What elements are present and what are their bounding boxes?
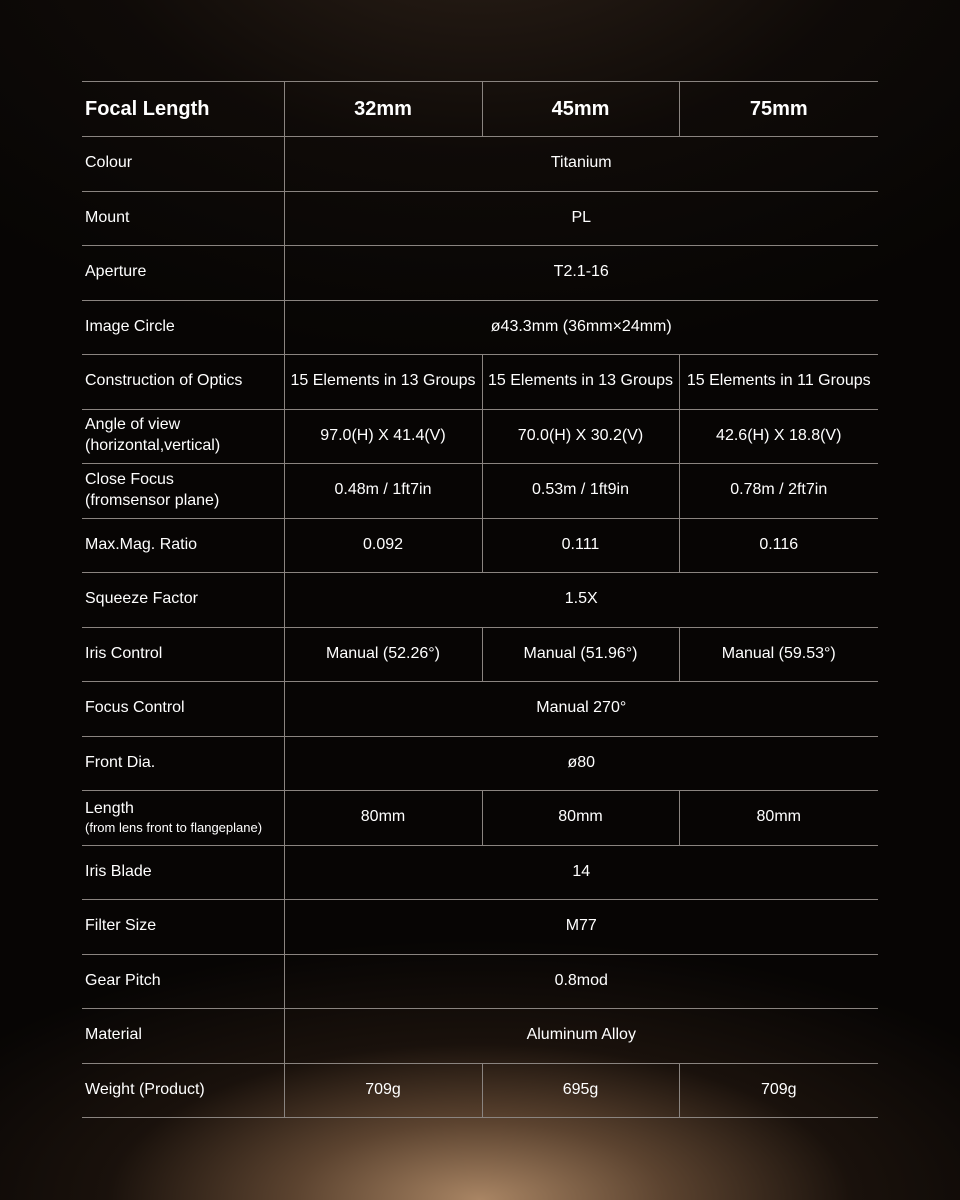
row-value-75mm: 0.116 [679, 518, 878, 573]
row-value-32mm: 709g [284, 1063, 482, 1118]
row-sublabel: (from lens front to flangeplane) [85, 819, 263, 835]
row-label: Weight (Product) [82, 1063, 284, 1118]
row-label-line2: (horizontal,vertical) [85, 437, 221, 455]
table-row [82, 409, 878, 464]
row-value: PL [284, 191, 878, 246]
row-value: ø43.3mm (36mm×24mm) [284, 300, 878, 355]
row-value-45mm: 15 Elements in 13 Groups [482, 355, 679, 410]
table-row [82, 300, 878, 355]
row-label-line2: (fromsensor plane) [85, 491, 220, 509]
row-value: 0.8mod [284, 954, 878, 1009]
row-label [82, 464, 284, 519]
table-row [82, 845, 878, 900]
row-label: Filter Size [82, 900, 284, 955]
row-value-32mm: Manual (52.26°) [284, 627, 482, 682]
row-value-75mm: 42.6(H) X 18.8(V) [679, 409, 878, 464]
row-value-45mm: Manual (51.96°) [482, 627, 679, 682]
column-header-75mm: 75mm [679, 82, 878, 137]
row-label: Colour [82, 137, 284, 192]
table-row [82, 1009, 878, 1064]
header-row [82, 82, 878, 137]
row-label [82, 409, 284, 464]
row-value-32mm: 15 Elements in 13 Groups [284, 355, 482, 410]
row-value-32mm: 80mm [284, 791, 482, 846]
row-value-75mm: Manual (59.53°) [679, 627, 878, 682]
row-value: M77 [284, 900, 878, 955]
row-value: T2.1-16 [284, 246, 878, 301]
row-value: Aluminum Alloy [284, 1009, 878, 1064]
table-row [82, 137, 878, 192]
row-value: Manual 270° [284, 682, 878, 737]
row-label-line1: Length [85, 799, 134, 817]
table-row [82, 1063, 878, 1118]
column-header-32mm: 32mm [284, 82, 482, 137]
row-label: Material [82, 1009, 284, 1064]
table-row [82, 355, 878, 410]
row-label: Front Dia. [82, 736, 284, 791]
row-label: Construction of Optics [82, 355, 284, 410]
row-value-75mm: 15 Elements in 11 Groups [679, 355, 878, 410]
row-label: Focus Control [82, 682, 284, 737]
row-value-45mm: 695g [482, 1063, 679, 1118]
row-label: Max.Mag. Ratio [82, 518, 284, 573]
row-label: Gear Pitch [82, 954, 284, 1009]
row-label: Squeeze Factor [82, 573, 284, 628]
table-row [82, 246, 878, 301]
row-value-32mm: 97.0(H) X 41.4(V) [284, 409, 482, 464]
row-value: Titanium [284, 137, 878, 192]
row-value-32mm: 0.48m / 1ft7in [284, 464, 482, 519]
table-row [82, 900, 878, 955]
row-label [82, 791, 284, 846]
row-value-45mm: 70.0(H) X 30.2(V) [482, 409, 679, 464]
table-row [82, 954, 878, 1009]
row-value-75mm: 80mm [679, 791, 878, 846]
row-value-75mm: 0.78m / 2ft7in [679, 464, 878, 519]
row-label: Image Circle [82, 300, 284, 355]
row-value: 14 [284, 845, 878, 900]
table-row [82, 791, 878, 846]
row-value: 1.5X [284, 573, 878, 628]
row-value-75mm: 709g [679, 1063, 878, 1118]
row-value-45mm: 80mm [482, 791, 679, 846]
table-row [82, 627, 878, 682]
row-label-line1: Close Focus [85, 470, 174, 488]
lens-spec-table [82, 81, 878, 1118]
focal-length-header: Focal Length [82, 82, 284, 137]
row-label: Iris Blade [82, 845, 284, 900]
row-value: ø80 [284, 736, 878, 791]
row-label: Iris Control [82, 627, 284, 682]
table-row [82, 518, 878, 573]
row-label: Mount [82, 191, 284, 246]
row-value-32mm: 0.092 [284, 518, 482, 573]
table-row [82, 191, 878, 246]
row-value-45mm: 0.111 [482, 518, 679, 573]
table-row [82, 464, 878, 519]
table-row [82, 573, 878, 628]
column-header-45mm: 45mm [482, 82, 679, 137]
table-row [82, 682, 878, 737]
table-row [82, 736, 878, 791]
row-label-line1: Angle of view [85, 416, 181, 434]
row-label: Aperture [82, 246, 284, 301]
row-value-45mm: 0.53m / 1ft9in [482, 464, 679, 519]
